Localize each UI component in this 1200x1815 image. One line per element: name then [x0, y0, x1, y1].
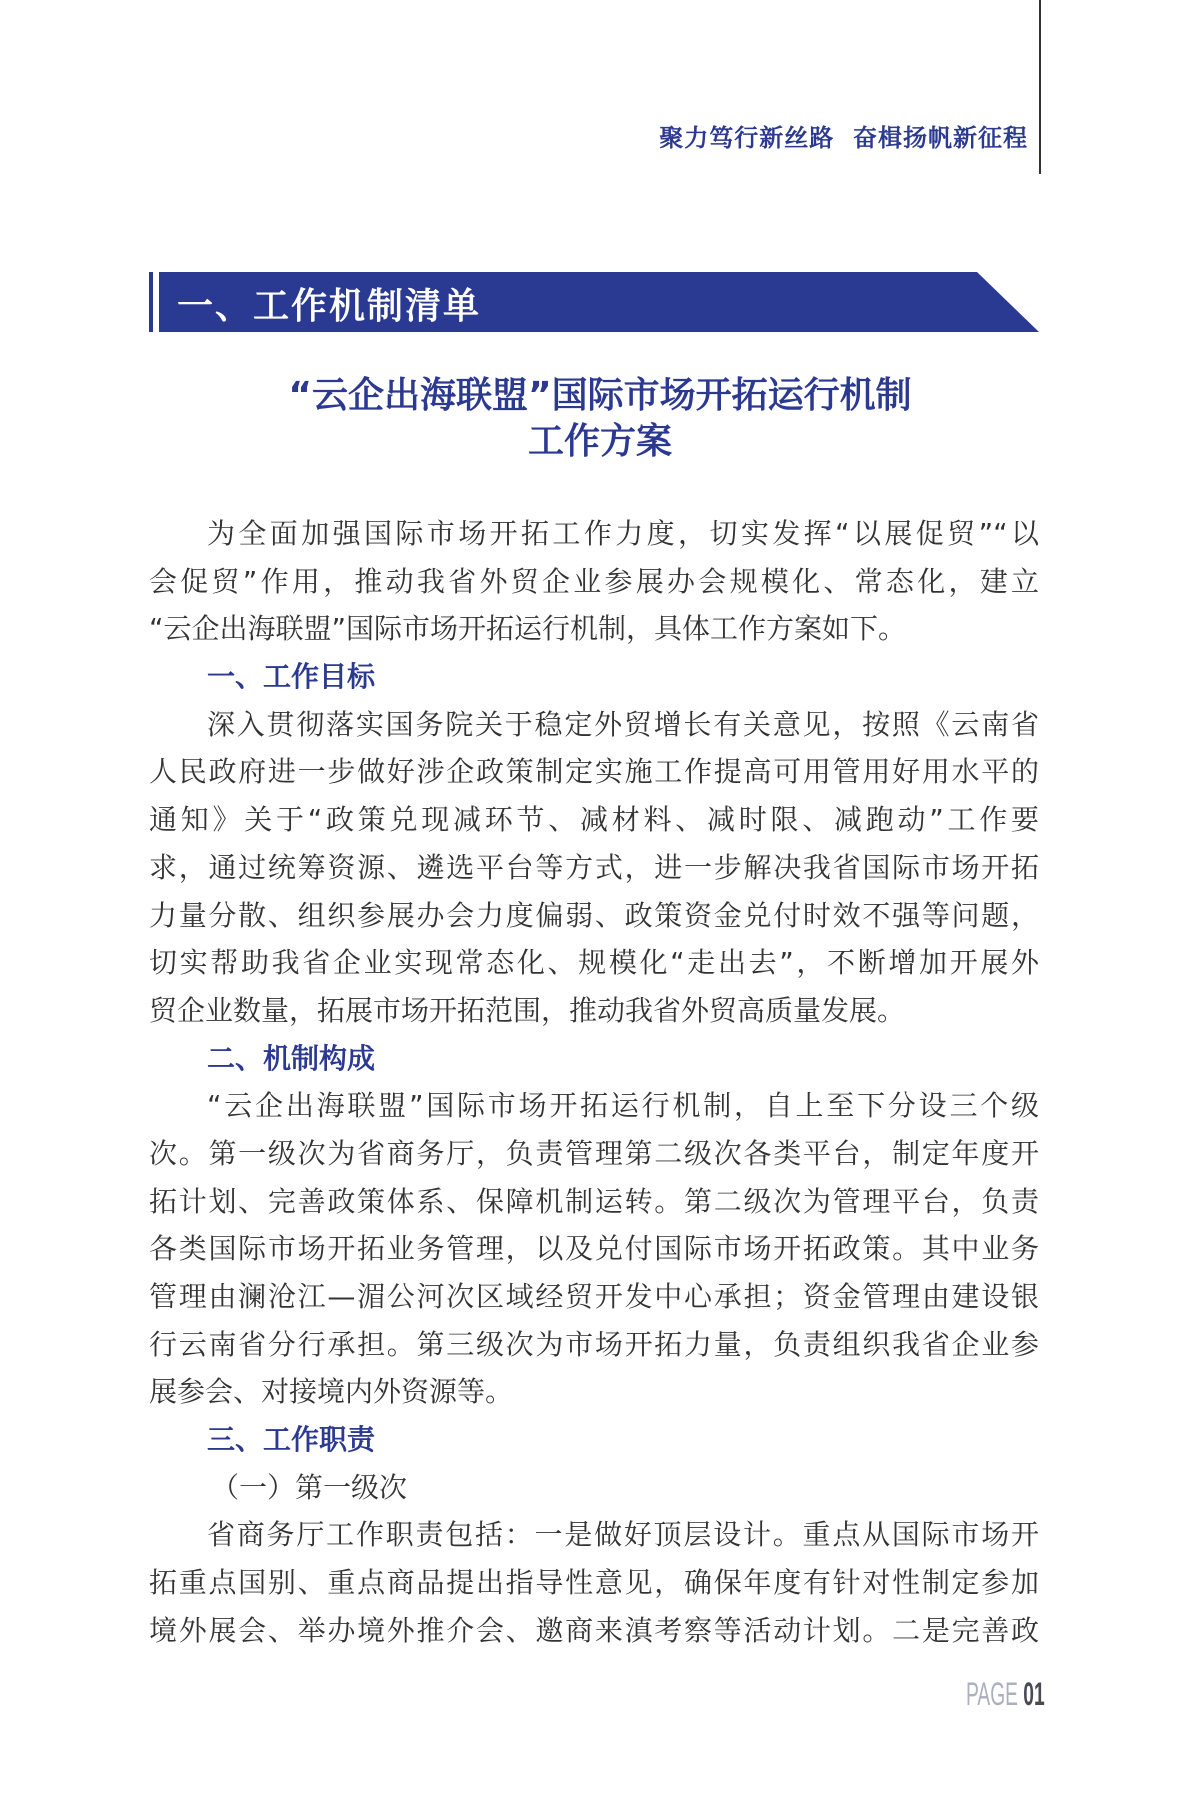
paragraph-line: 人民政府进一步做好涉企政策制定实施工作提高可用管用好用水平的	[149, 755, 1039, 789]
section-heading-mechanism: 二、机制构成	[207, 1041, 376, 1075]
paragraph-line: 各类国际市场开拓业务管理，以及兑付国际市场开拓政策。其中业务	[149, 1232, 1039, 1266]
paragraph-line: 力量分散、组织参展办会力度偏弱、政策资金兑付时效不强等问题，	[149, 898, 1039, 932]
page-label: PAGE	[966, 1676, 1018, 1712]
paragraph-line: 拓计划、完善政策体系、保障机制运转。第二级次为管理平台，负责	[149, 1184, 1039, 1218]
paragraph-line: 通知》关于“政策兑现减环节、减材料、减时限、减跑动”工作要	[149, 803, 1039, 837]
section-band-accent-bar	[149, 272, 153, 332]
paragraph-line: 省商务厅工作职责包括：一是做好顶层设计。重点从国际市场开	[207, 1518, 1039, 1552]
paragraph-line: 切实帮助我省企业实现常态化、规模化“走出去”，不断增加开展外	[149, 946, 1039, 980]
paragraph-line: 为全面加强国际市场开拓工作力度，切实发挥“以展促贸”“以	[207, 517, 1039, 550]
section-band	[149, 272, 1041, 332]
document-title-line2: 工作方案	[527, 421, 672, 462]
paragraph-line: 行云南省分行承担。第三级次为市场开拓力量，负责组织我省企业参	[149, 1327, 1039, 1361]
paragraph-line: 次。第一级次为省商务厅，负责管理第二级次各类平台，制定年度开	[149, 1136, 1039, 1170]
paragraph-line: 贸企业数量，拓展市场开拓范围，推动我省外贸高质量发展。	[149, 993, 906, 1027]
paragraph-line: 管理由澜沧江—湄公河次区域经贸开发中心承担；资金管理由建设银	[149, 1280, 1039, 1313]
document-title-line1: “云企出海联盟”国际市场开拓运行机制	[288, 375, 912, 416]
paragraph-line: 深入贯彻落实国务院关于稳定外贸增长有关意见，按照《云南省	[207, 707, 1039, 741]
page-number	[966, 1676, 1045, 1713]
section-band-title: 一、工作机制清单	[177, 285, 482, 327]
document-body	[149, 510, 1039, 1655]
section-heading-duties: 三、工作职责	[207, 1423, 376, 1457]
paragraph-line: 会促贸”作用，推动我省外贸企业参展办会规模化、常态化，建立	[149, 564, 1039, 598]
paragraph-line: “云企出海联盟”国际市场开拓运行机制，自上至下分设三个级	[207, 1089, 1039, 1123]
paragraph-line: 展参会、对接境内外资源等。	[149, 1375, 514, 1409]
subsection-heading-level-one: （一）第一级次	[211, 1470, 408, 1504]
paragraph-line: 拓重点国别、重点商品提出指导性意见，确保年度有针对性制定参加	[149, 1566, 1039, 1600]
paragraph-line: 求，通过统筹资源、遴选平台等方式，进一步解决我省国际市场开拓	[149, 850, 1039, 884]
section-heading-goals: 一、工作目标	[207, 660, 376, 694]
header-divider-line	[1039, 0, 1041, 174]
paragraph-line: 境外展会、举办境外推介会、邀商来滇考察等活动计划。二是完善政	[149, 1613, 1039, 1647]
paragraph-line: “云企出海联盟”国际市场开拓运行机制，具体工作方案如下。	[149, 612, 907, 646]
header-tagline: 聚力笃行新丝路 奋楫扬帆新征程	[659, 124, 1028, 152]
page-number-value: 01	[1023, 1676, 1045, 1712]
